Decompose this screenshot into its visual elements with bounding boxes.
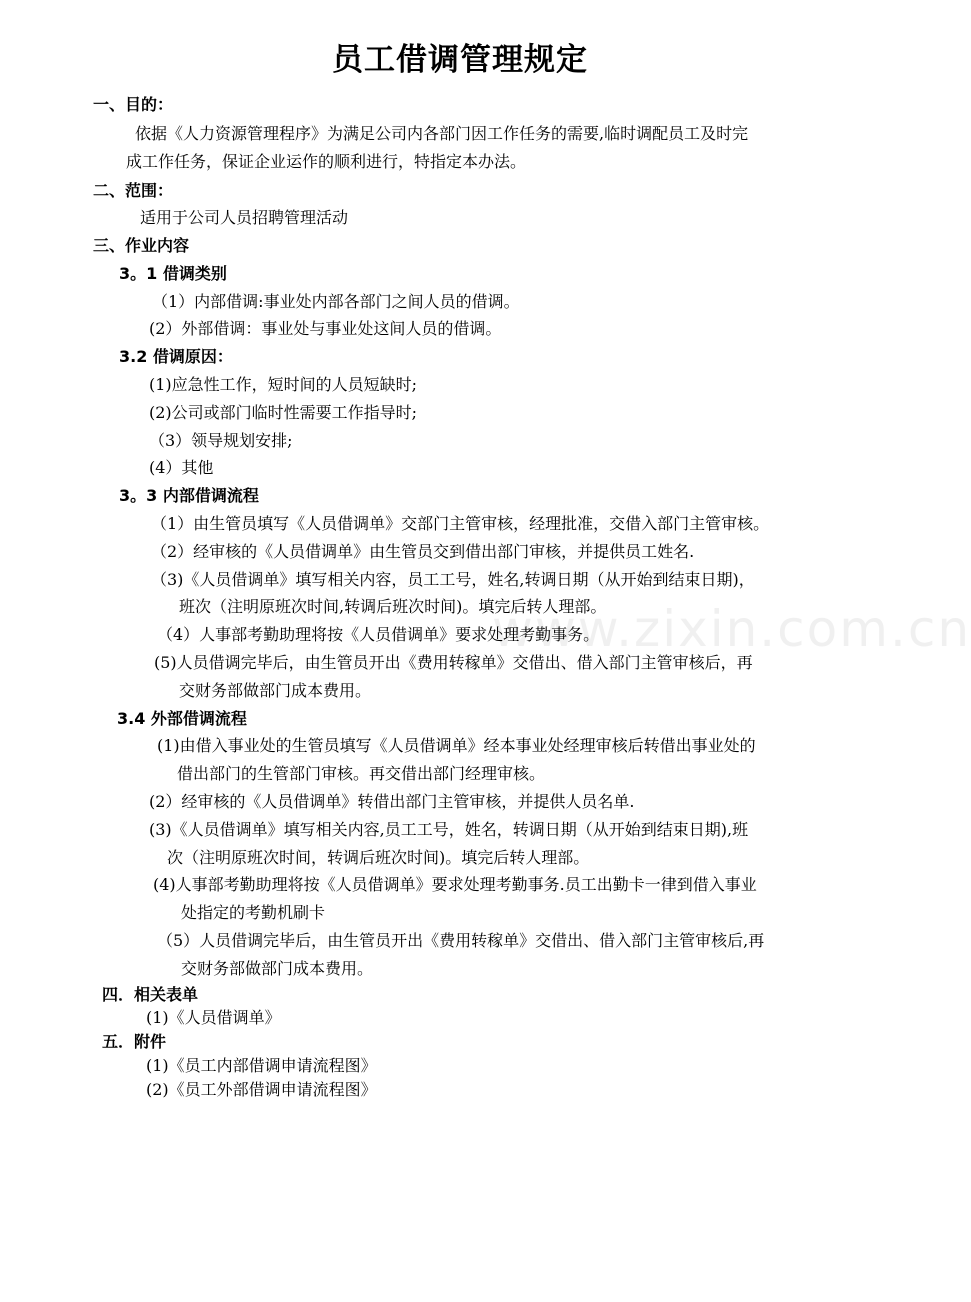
list-item: (5)人员借调完毕后，由生管员开出《费用转稼单》交借出、借入部门主管审核后，再 (154, 653, 753, 672)
watermark: www.zixin.com.cn (492, 600, 971, 658)
list-item: (4)人事部考勤助理将按《人员借调单》要求处理考勤事务.员工出勤卡一律到借入事业 (153, 875, 757, 894)
list-item: (2）外部借调：事业处与事业处这间人员的借调。 (149, 319, 502, 338)
list-item: （1）内部借调:事业处内部各部门之间人员的借调。 (152, 292, 520, 311)
subsection-heading: 3.2 借调原因： (119, 347, 233, 366)
list-item-continuation: 交财务部做部门成本费用。 (179, 681, 372, 700)
list-item: (2）经审核的《人员借调单》转借出部门主管审核，并提供人员名单. (149, 792, 635, 811)
list-item: (1)《人员借调单》 (146, 1008, 281, 1027)
list-item: (1)《员工内部借调申请流程图》 (146, 1056, 377, 1075)
list-item: (1)由借入事业处的生管员填写《人员借调单》经本事业处经理审核后转借出事业处的 (157, 736, 756, 755)
list-item-continuation: 处指定的考勤机刷卡 (181, 903, 326, 922)
subsection-heading: 3。3 内部借调流程 (119, 486, 259, 505)
subsection-heading: 3.4 外部借调流程 (117, 709, 247, 728)
list-item: （4）人事部考勤助理将按《人员借调单》要求处理考勤事务。 (157, 625, 600, 644)
list-item: （1）由生管员填写《人员借调单》交部门主管审核，经理批准，交借入部门主管审核。 (151, 514, 770, 533)
list-item: (4）其他 (149, 458, 214, 477)
document-title: 员工借调管理规定 (332, 42, 588, 78)
list-item-continuation: 借出部门的生管部门审核。再交借出部门经理审核。 (177, 764, 546, 783)
list-item: (2)《员工外部借调申请流程图》 (146, 1080, 377, 1099)
list-item-continuation: 次（注明原班次时间，转调后班次时间)。填完后转人理部。 (167, 848, 590, 867)
list-item: (2)公司或部门临时性需要工作指导时; (149, 403, 418, 422)
list-item: (3)《人员借调单》填写相关内容,员工工号，姓名，转调日期（从开始到结束日期),班 (149, 820, 749, 839)
list-item-continuation: 班次（注明原班次时间,转调后班次时间)。填完后转人理部。 (179, 597, 607, 616)
list-item: （2）经审核的《人员借调单》由生管员交到借出部门审核，并提供员工姓名. (151, 542, 695, 561)
list-item: (1)应急性工作，短时间的人员短缺时; (149, 375, 418, 394)
list-item: （3）领导规划安排; (149, 431, 293, 450)
list-item: （3)《人员借调单》填写相关内容，员工工号，姓名,转调日期（从开始到结束日期)， (151, 570, 755, 589)
paragraph-line: 成工作任务，保证企业运作的顺利进行，特指定本办法。 (126, 152, 527, 171)
paragraph-line: 适用于公司人员招聘管理活动 (140, 208, 349, 227)
list-item: （5）人员借调完毕后，由生管员开出《费用转稼单》交借出、借入部门主管审核后,再 (157, 931, 765, 950)
section-heading-purpose: 一、目的： (93, 95, 174, 114)
subsection-heading: 3。1 借调类别 (119, 264, 227, 283)
list-item-continuation: 交财务部做部门成本费用。 (181, 959, 374, 978)
section-heading-scope: 二、范围： (93, 181, 174, 200)
section-heading-forms: 四．相关表单 (102, 985, 199, 1004)
paragraph-line: 依据《人力资源管理程序》为满足公司内各部门因工作任务的需要,临时调配员工及时完 (135, 124, 749, 143)
section-heading-attachments: 五．附件 (102, 1032, 167, 1051)
section-heading-content: 三、作业内容 (93, 236, 190, 255)
